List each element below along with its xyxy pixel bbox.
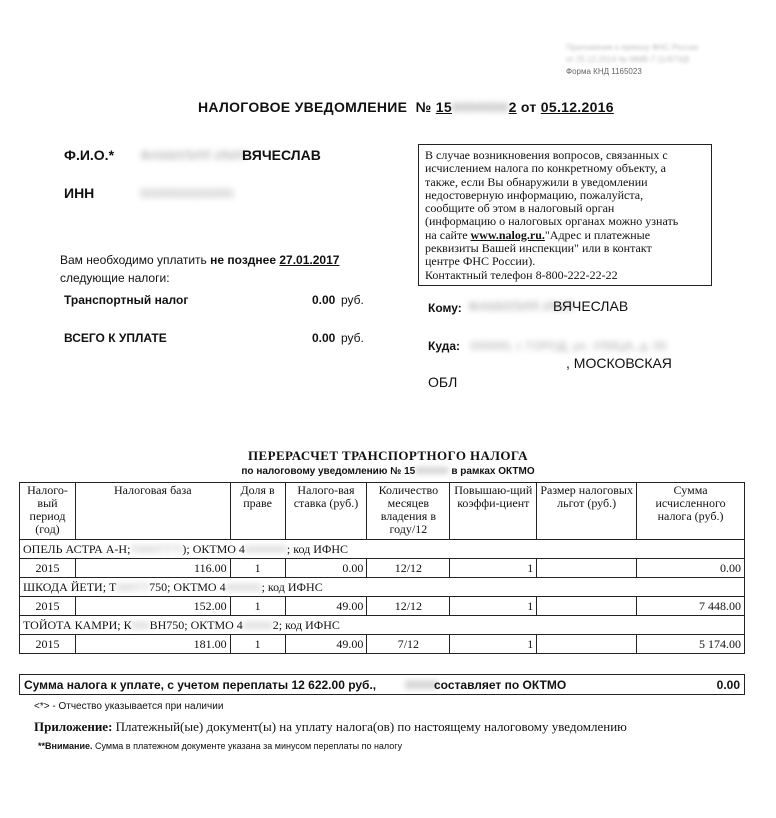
vehicle-hidden: Т000ТТ75 (130, 541, 183, 556)
kuda-value-line2: ОБЛ (428, 374, 458, 390)
vehicle-name-cell (20, 578, 745, 597)
cell-year: 2015 (20, 559, 76, 578)
title-number-start: 15 (435, 99, 452, 115)
vehicle-tail: 750; ОКТМО 4 (149, 579, 226, 594)
payment-line-1 (60, 251, 339, 269)
cell-coef: 1 (450, 635, 537, 654)
cell-sum: 5 174.00 (637, 635, 745, 654)
cell-share: 1 (230, 559, 285, 578)
vehicle-hidden: 00000 (242, 617, 273, 632)
inn-hidden: 000000000000 (140, 185, 234, 201)
cell-year: 2015 (20, 635, 76, 654)
fio-name: ВЯЧЕСЛАВ (242, 147, 321, 163)
cell-benefit (537, 597, 637, 616)
cell-months: 12/12 (367, 597, 450, 616)
deadline-label: не позднее (210, 253, 277, 267)
recalc-sub-post: в рамках ОКТМО (451, 466, 535, 477)
recalc-table (19, 482, 745, 654)
cell-sum: 7 448.00 (637, 597, 745, 616)
header-base: Налоговая база (75, 483, 230, 540)
vehicle-tail2: ; код ИФНС (286, 541, 349, 556)
tax-amount: 0.00 (312, 293, 336, 307)
cell-share: 1 (230, 597, 285, 616)
vehicle-row (20, 540, 745, 559)
info-box (418, 144, 712, 286)
cell-months: 12/12 (367, 559, 450, 578)
vehicle-hidden: 000ТТ (116, 579, 150, 594)
cell-year: 2015 (20, 597, 76, 616)
title-number-hidden: 0000000 (451, 99, 509, 115)
kuda-hidden: 000000, г. ГОРОД, ул. УЛИЦА, д. 00 (470, 339, 667, 353)
cell-benefit (537, 559, 637, 578)
payment-pre: Вам необходимо уплатить (60, 253, 207, 267)
vehicle-hidden: 0000000 (244, 541, 287, 556)
cell-sum: 0.00 (637, 559, 745, 578)
deadline-date: 27.01.2017 (279, 253, 340, 267)
vehicle-row (20, 616, 745, 635)
info-line: сообщите об этом в налоговый орган (425, 201, 615, 216)
kuda-value-line1: , МОСКОВСКАЯ (566, 355, 672, 371)
header-sum: Сумма исчисленного налога (руб.) (637, 483, 745, 540)
vehicle-name: ОПЕЛЬ АСТРА А-Н; (23, 541, 131, 556)
title-text: НАЛОГОВОЕ УВЕДОМЛЕНИЕ (198, 99, 408, 115)
document-title (198, 99, 614, 115)
fio-hidden: ФАМИЛИЯ ИМЯ (140, 147, 247, 163)
header-share: Доля в праве (230, 483, 285, 540)
table-row (20, 635, 745, 654)
vehicle-hidden: 000000 (225, 579, 262, 594)
recalc-title: ПЕРЕРАСЧЕТ ТРАНСПОРТНОГО НАЛОГА (248, 448, 528, 463)
cell-share: 1 (230, 635, 285, 654)
info-line: реквизиты Вашей инспекции" или в контакт (425, 241, 652, 256)
title-number-end: 2 (508, 99, 517, 115)
tax-currency: руб. (341, 293, 364, 307)
cell-rate: 49.00 (285, 597, 367, 616)
tax-name: Транспортный налог (64, 293, 189, 307)
fio-label: Ф.И.О.* (64, 147, 115, 163)
header-benefit: Размер налоговых льгот (руб.) (537, 483, 637, 540)
vehicle-name: ШКОДА ЙЕТИ; Т (23, 579, 117, 594)
inn-label: ИНН (64, 185, 95, 201)
cell-rate: 49.00 (285, 635, 367, 654)
recalc-sub-pre: по налоговому уведомлению № (241, 466, 402, 477)
cell-base: 152.00 (75, 597, 230, 616)
footnote-attachment (34, 719, 627, 735)
info-site-pre: на сайте (425, 227, 468, 242)
recalc-sub-num: 15 (404, 466, 416, 477)
form-order-date-line: от 25.12.2014 № ММВ-7-11/673@ (566, 55, 690, 64)
attention-text: Сумма в платежном документе указана за минусом переплаты по налогу (95, 741, 403, 751)
summary-left: Сумма налога к уплате, с учетом переплаты 12 622.00 руб., (24, 678, 377, 692)
form-header-info (566, 42, 698, 78)
table-row (20, 559, 745, 578)
payment-line-2: следующие налоги: (60, 271, 170, 285)
cell-coef: 1 (450, 597, 537, 616)
info-line: также, если Вы обнаружили в уведомлении (425, 174, 648, 189)
cell-base: 181.00 (75, 635, 230, 654)
summary-middle: составляет по ОКТМО (434, 678, 567, 692)
total-label: ВСЕГО К УПЛАТЕ (64, 331, 167, 345)
header-coef: Повышаю-щий коэффи-циент (450, 483, 537, 540)
table-row (20, 597, 745, 616)
form-order-line: Приложение к приказу ФНС России (566, 43, 699, 52)
info-site-post: "Адрес и платежные (544, 227, 651, 242)
total-currency: руб. (341, 331, 364, 345)
kuda-label: Куда: (428, 339, 460, 353)
title-number-sign: № (415, 99, 432, 115)
recalc-sub-hidden: 000000 (415, 466, 449, 477)
vehicle-name-cell (20, 616, 745, 635)
cell-rate: 0.00 (285, 559, 367, 578)
info-line: центре ФНС России). (425, 254, 536, 269)
cell-coef: 1 (450, 559, 537, 578)
table-header-row (20, 483, 745, 540)
cell-months: 7/12 (367, 635, 450, 654)
vehicle-hidden: 000 (131, 617, 150, 632)
vehicle-name-cell (20, 540, 745, 559)
komu-label: Кому: (428, 301, 462, 315)
attachment-label: Приложение: (34, 719, 113, 734)
payment-instructions (60, 251, 339, 287)
form-code-line: Форма КНД 1165023 (566, 67, 642, 76)
info-phone: Контактный телефон 8-800-222-22-22 (425, 267, 618, 282)
cell-base: 116.00 (75, 559, 230, 578)
info-line: недостоверную информацию, пожалуйста, (425, 187, 644, 202)
footnote-attention (38, 741, 402, 751)
footnote-patronymic: <*> - Отчество указывается при наличии (34, 701, 224, 712)
vehicle-tail: ВН750; ОКТМО 4 (149, 617, 243, 632)
vehicle-name: ТОЙОТА КАМРИ; К (23, 617, 132, 632)
info-line: В случае возникновения вопросов, связанных с (425, 148, 668, 162)
title-date: 05.12.2016 (540, 99, 614, 115)
cell-benefit (537, 635, 637, 654)
summary-line (19, 674, 745, 695)
info-line: (информацию о налоговых органах можно узнать (425, 214, 679, 229)
komu-value: ВЯЧЕСЛАВ (553, 298, 629, 314)
attention-label: **Внимание. (38, 741, 93, 751)
info-line (425, 229, 705, 242)
komu-hidden: ФАМИЛИЯ ИМЯ (468, 298, 575, 314)
header-period: Налого-вый период (год) (20, 483, 76, 540)
total-amount: 0.00 (312, 331, 336, 345)
attachment-text: Платежный(ые) документ(ы) на уплату налога(ов) по настоящему налоговому уведомлению (115, 719, 627, 734)
header-rate: Налого-вая ставка (руб.) (285, 483, 367, 540)
vehicle-tail2: 2; код ИФНС (272, 617, 340, 632)
summary-right: 0.00 (716, 678, 740, 692)
vehicle-tail: ); ОКТМО 4 (182, 541, 245, 556)
title-from: от (520, 99, 537, 115)
header-months: Количество месяцев владения в году/12 (367, 483, 450, 540)
vehicle-tail2: ; код ИФНС (261, 579, 323, 594)
nalog-link[interactable]: www.nalog.ru. (470, 227, 545, 242)
info-line: исчислением налога по конкретному объекту, а (425, 161, 666, 176)
summary-hidden: 00000 (405, 678, 439, 692)
vehicle-row (20, 578, 745, 597)
recalc-subtitle (0, 466, 776, 477)
